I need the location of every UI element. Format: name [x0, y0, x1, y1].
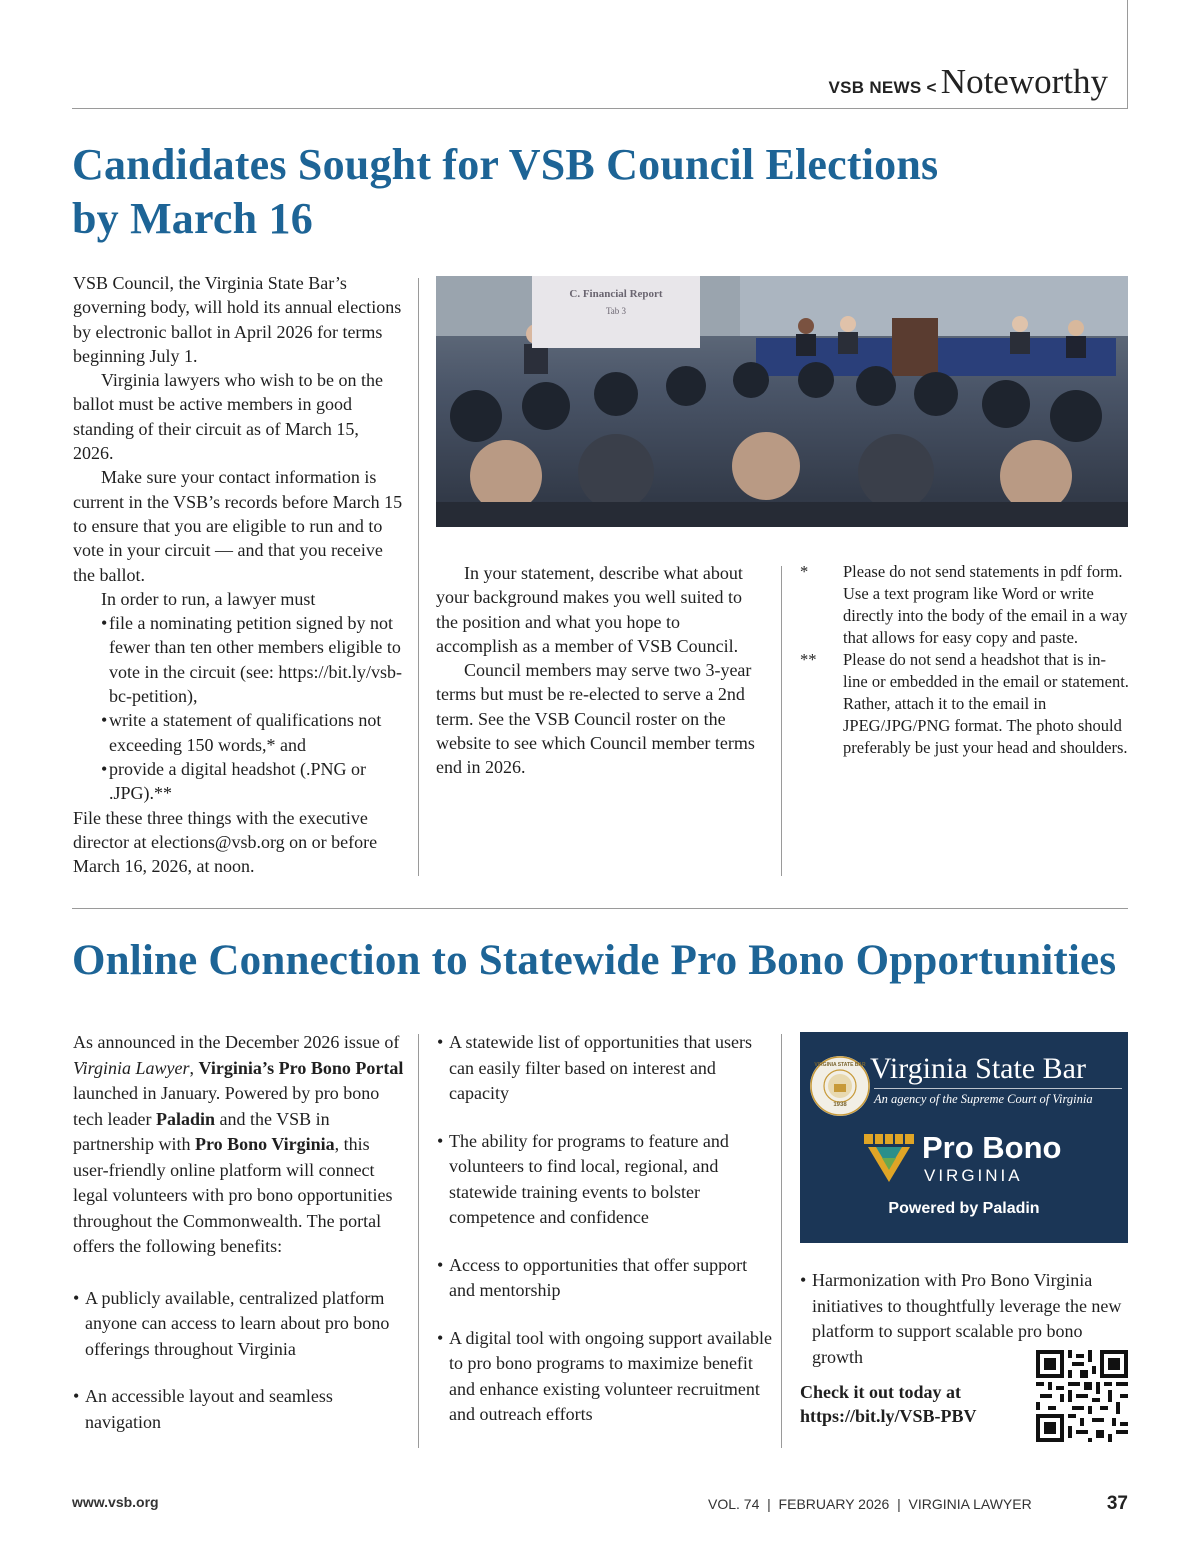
list-item: • provide a digital headshot (.PNG or .JPG).** [101, 758, 366, 804]
article2-column2 [437, 1030, 772, 1450]
seal-top-text: VIRGINIA STATE BAR [814, 1062, 866, 1068]
cta-block [800, 1380, 1020, 1428]
article2-title: Online Connection to Statewide Pro Bono Opportunities [72, 937, 1117, 984]
list-item-text: The ability for programs to feature and volunteers to find local, regional, and statewide training events to bolster competence and confidence [449, 1130, 729, 1227]
list-item: • A publicly available, centralized platform anyone can access to learn about pro bono offerings throughout Virginia [73, 1287, 390, 1359]
list-item-text: provide a digital headshot (.PNG or .JPG).** [109, 758, 366, 804]
intro-text: , [189, 1057, 199, 1078]
article1-column1 [73, 271, 403, 878]
vsb-org-name: Virginia State Bar [870, 1052, 1086, 1085]
footnote-mark: * [800, 562, 809, 581]
projector-screen [532, 276, 700, 348]
powered-by: Powered by Paladin [888, 1200, 1040, 1217]
list-item-text: write a statement of qualifications not exceeding 150 words,* and [109, 710, 382, 755]
intro-bold: Pro Bono Virginia [194, 1134, 335, 1154]
column-rule [418, 1034, 419, 1448]
article1-title-line2: by March 16 [72, 194, 313, 243]
running-header-section: Noteworthy [940, 62, 1108, 101]
list-item: • The ability for programs to feature and volunteers to find local, regional, and statewide training events to bolster competence and confidence [437, 1130, 729, 1227]
footer-website[interactable]: www.vsb.org [72, 1494, 159, 1510]
header-right-rule [1127, 0, 1128, 108]
intro-bold: Paladin [155, 1108, 215, 1129]
vsb-tagline: An agency of the Supreme Court of Virginia [874, 1092, 1093, 1106]
article2-title-block [72, 934, 1142, 988]
list-item-text: A publicly available, centralized platform anyone can access to learn about pro bono offerings throughout Virginia [85, 1287, 390, 1359]
council-meeting-photo [436, 276, 1128, 527]
list-item: • Harmonization with Pro Bono Virginia initiatives to thoughtfully leverage the new platform to support scalable pro bono growth [800, 1270, 1122, 1367]
list-item-text: Access to opportunities that offer support and mentorship [449, 1254, 748, 1300]
column-rule [418, 278, 419, 876]
article1-para1: VSB Council, the Virginia State Bar’s governing body, will hold its annual elections by electronic ballot in April 2026 for terms beginning July 1. [73, 273, 402, 366]
article1-footnotes [800, 561, 1130, 759]
article1-col2-para1: In your statement, describe what about your background makes you well suited to the position and what you hope to accomplish as a member of VSB Council. [436, 563, 743, 656]
article1-title-block [72, 138, 1128, 246]
article1-title-line1: Candidates Sought for VSB Council Elections [72, 140, 939, 189]
article1-para5: File these three things with the executive director at elections@vsb.org on or before March 16, 2026, at noon. [73, 807, 378, 877]
list-item: • A digital tool with ongoing support available to pro bono programs to maximize benefit and enhance existing volunteer recruitment and outreach efforts [437, 1327, 772, 1424]
list-item-text: A statewide list of opportunities that users can easily filter based on interest and capacity [449, 1032, 752, 1103]
seal-year: 1938 [833, 1102, 847, 1108]
list-item: • An accessible layout and seamless navigation [73, 1386, 333, 1432]
intro-italic: Virginia Lawyer [73, 1057, 190, 1078]
list-item-text: file a nominating petition signed by not fewer than ten other members eligible to vote in the circuit (see: https://bit.ly/vsb-bc-petition), [109, 613, 402, 707]
pro-bono-virginia-icon [864, 1134, 914, 1184]
article2-column1 [73, 1030, 408, 1457]
article1-col2-para2: Council members may serve two 3-year terms but must be re-elected to serve a 2nd term. See the VSB Council roster on the website to see which Council member terms end in 2026. [436, 660, 755, 778]
header-rule [72, 108, 1128, 109]
article1-column2 [436, 561, 766, 780]
article1-para4: In order to run, a lawyer must [101, 588, 316, 609]
intro-text: and the VSB in partnership with [73, 1108, 330, 1154]
list-item: • write a statement of qualifications not exceeding 150 words,* and [101, 710, 382, 755]
projector-screen-title: C. Financial Report [569, 288, 663, 300]
column-rule [781, 1034, 782, 1448]
article2-benefits-list-b [437, 1030, 772, 1428]
list-item-text: An accessible layout and seamless navigation [85, 1386, 333, 1432]
list-item: • file a nominating petition signed by not fewer than ten other members eligible to vote in the circuit (see: https://bit.ly/vsb-bc-petition), [101, 613, 402, 707]
list-item-text: Harmonization with Pro Bono Virginia initiatives to thoughtfully leverage the new platform to support scalable pro bono growth [812, 1270, 1122, 1367]
pro-bono-subtitle: VIRGINIA [924, 1166, 1023, 1185]
article2-benefits-list-a [73, 1286, 408, 1436]
pro-bono-title: Pro Bono [922, 1130, 1062, 1165]
intro-text: As announced in the December 2026 issue of [73, 1032, 400, 1052]
cta-link[interactable]: https://bit.ly/VSB-PBV [800, 1406, 977, 1426]
section-divider [72, 908, 1128, 909]
footnote-headshot [800, 649, 1130, 759]
list-item-text: A digital tool with ongoing support available to pro bono programs to maximize benefit and enhance existing volunteer recruitment and outreach efforts [449, 1327, 772, 1424]
footer-issue: VOL. 74 | FEBRUARY 2026 | VIRGINIA LAWYER [708, 1496, 1032, 1512]
intro-bold: Virginia’s Pro Bono Portal [198, 1057, 404, 1078]
article1-title [72, 138, 1128, 246]
logo-divider [874, 1088, 1122, 1089]
list-item: • A statewide list of opportunities that users can easily filter based on interest and capacity [437, 1032, 752, 1103]
article1-para3: Make sure your contact information is current in the VSB’s records before March 15 to ensure that you are eligible to run and to vote in your circuit — and that you receive the ballot. [73, 467, 403, 585]
column-rule [781, 566, 782, 876]
pro-bono-logo-panel [800, 1032, 1128, 1243]
projector-screen-subtitle: Tab 3 [605, 306, 627, 316]
cta-line1: Check it out today at [800, 1382, 961, 1402]
intro-text: , this user-friendly online platform will connect legal volunteers with pro bono opportunities throughout the Commonwealth. The portal offers the following benefits: [73, 1134, 393, 1256]
vsb-seal-text [808, 1054, 872, 1118]
page-number: 37 [1106, 1493, 1128, 1514]
running-header-kicker: VSB NEWS < [828, 78, 937, 97]
article1-requirements-list [73, 611, 403, 805]
footnote-statement [800, 561, 1130, 649]
intro-text: launched in January. Powered by pro bono tech leader [73, 1083, 380, 1129]
running-header [828, 62, 1108, 102]
footnote-text: Please do not send statements in pdf form. Use a text program like Word or write directly into the body of the email in a way that allows for easy copy and paste. [843, 562, 1128, 647]
footnote-mark: ** [800, 650, 817, 669]
list-item: • Access to opportunities that offer support and mentorship [437, 1254, 748, 1300]
article1-para2: Virginia lawyers who wish to be on the ballot must be active members in good standing of their circuit as of March 15, 2026. [73, 370, 384, 464]
article2-intro [73, 1030, 408, 1260]
qr-code-icon[interactable] [1036, 1350, 1128, 1442]
footnote-text: Please do not send a headshot that is in-line or embedded in the email or statement. Rather, attach it to the email in JPEG/JPG/PNG format. The photo should preferably be just your head and shoulders. [843, 650, 1129, 757]
